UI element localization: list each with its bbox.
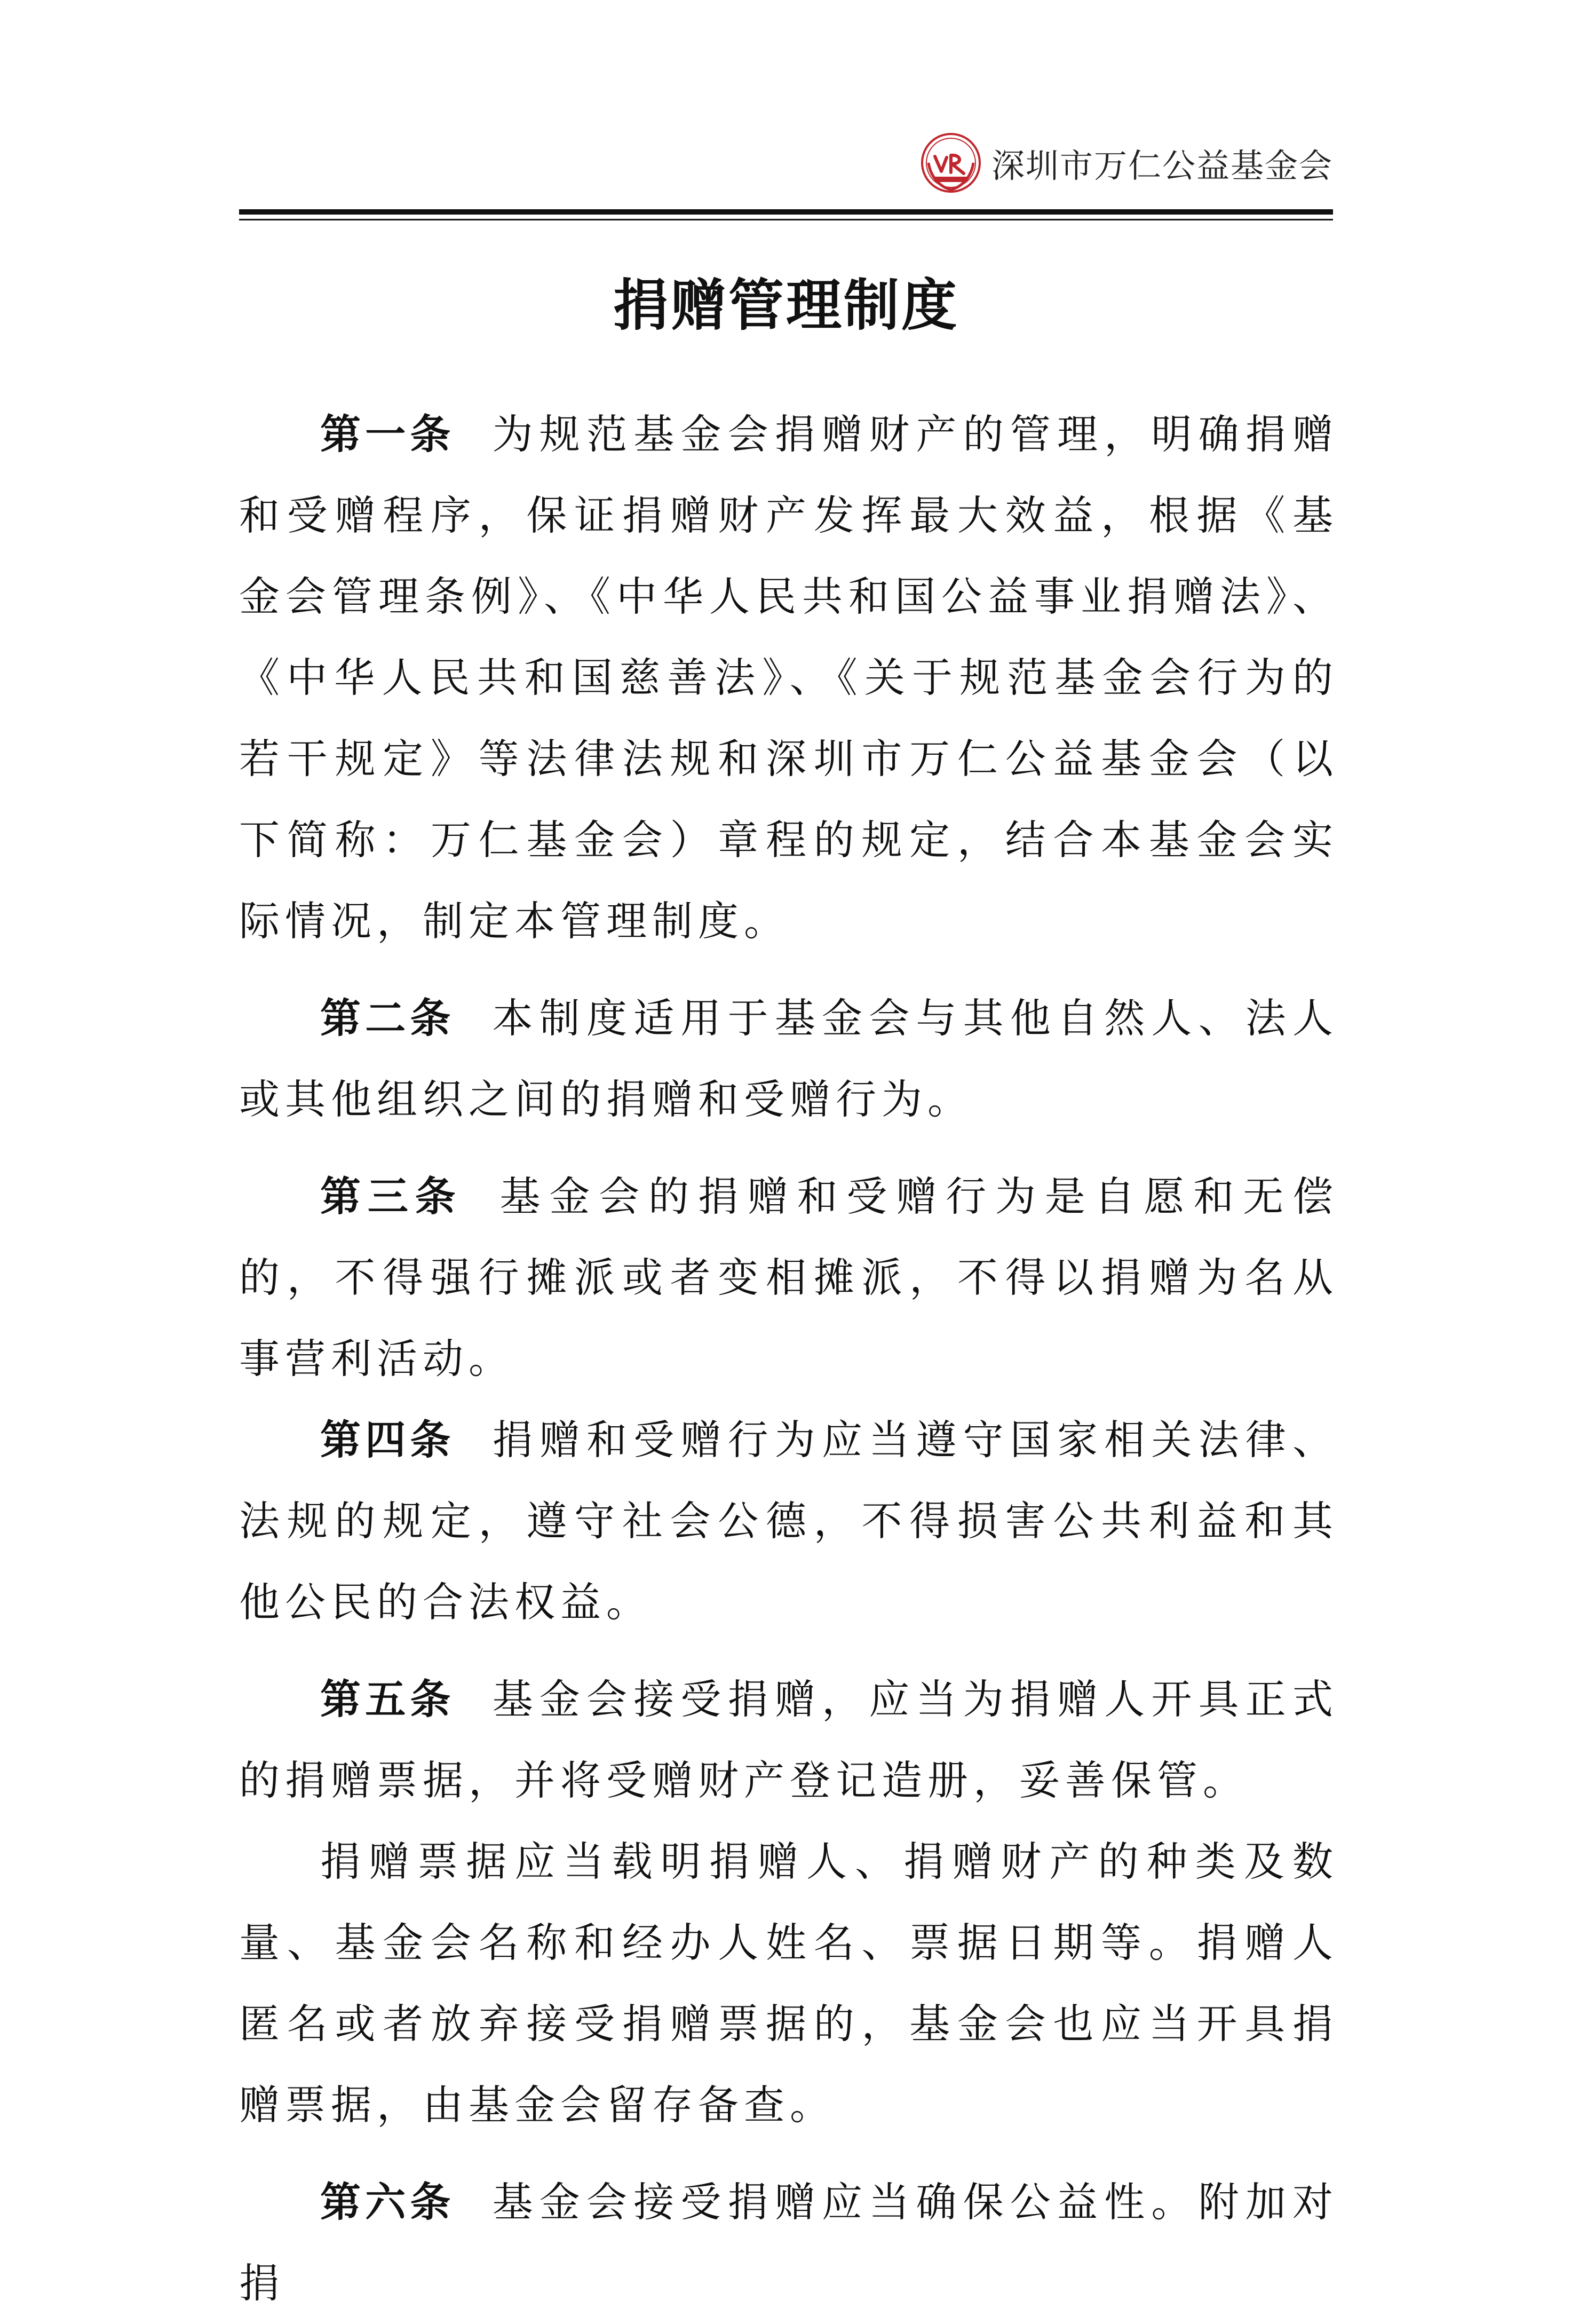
- article-3: [239, 1156, 1338, 1400]
- article-4: [239, 1400, 1338, 1643]
- article-5-paragraph-2: 捐赠票据应当载明捐赠人、捐赠财产的种类及数量、基金会名称和经办人姓名、票据日期等。捐赠人匿名或者放弃接受捐赠票据的，基金会也应当开具捐赠票据，由基金会留存备查。: [239, 1838, 1338, 2129]
- page-header: [239, 123, 1333, 203]
- article-2: [239, 978, 1338, 1140]
- article-text: 本制度适用于基金会与其他自然人、法人或其他组织之间的捐赠和受赠行为。: [239, 994, 1339, 1123]
- article-text: 捐赠和受赠行为应当遵守国家相关法律、法规的规定，遵守社会公德，不得损害公共利益和其他公民的合法权益。: [239, 1416, 1339, 1626]
- header-rule-thick: [239, 209, 1333, 215]
- article-text: 基金会接受捐赠，应当为捐赠人开具正式的捐赠票据，并将受赠财产登记造册，妥善保管。: [239, 1675, 1339, 1804]
- document-body: [239, 394, 1338, 2324]
- article-text: 为规范基金会捐赠财产的管理，明确捐赠和受赠程序，保证捐赠财产发挥最大效益，根据《基金会管理条例》、《中华人民共和国公益事业捐赠法》、《中华人民共和国慈善法》、《关于规范基金会行为的若干规定》等法律法规和深圳市万仁公益基金会（以下简称：万仁基金会）章程的规定，结合本基金会实际情况，制定本管理制度。: [239, 410, 1339, 945]
- article-5: [239, 1659, 1338, 1821]
- article-text: 基金会的捐赠和受赠行为是自愿和无偿的，不得强行摊派或者变相摊派，不得以捐赠为名从事营利活动。: [239, 1173, 1339, 1382]
- article-6: [239, 2162, 1338, 2324]
- article-number: 第三条: [320, 1173, 463, 1220]
- article-number: 第六条: [320, 2178, 455, 2226]
- document-title: 捐赠管理制度: [613, 273, 959, 338]
- article-number: 第五条: [320, 1675, 455, 1723]
- article-text: 基金会接受捐赠应当确保公益性。附加对捐: [239, 2178, 1339, 2307]
- header-rule-thin: [239, 219, 1333, 220]
- vr-wanren-logo-icon: [919, 131, 983, 195]
- org-name: 深圳市万仁公益基金会: [991, 146, 1333, 185]
- header-branding: [919, 123, 1333, 203]
- article-number: 第一条: [320, 410, 455, 458]
- article-number: 第二条: [320, 994, 455, 1042]
- article-1: [239, 394, 1338, 962]
- article-number: 第四条: [320, 1416, 455, 1464]
